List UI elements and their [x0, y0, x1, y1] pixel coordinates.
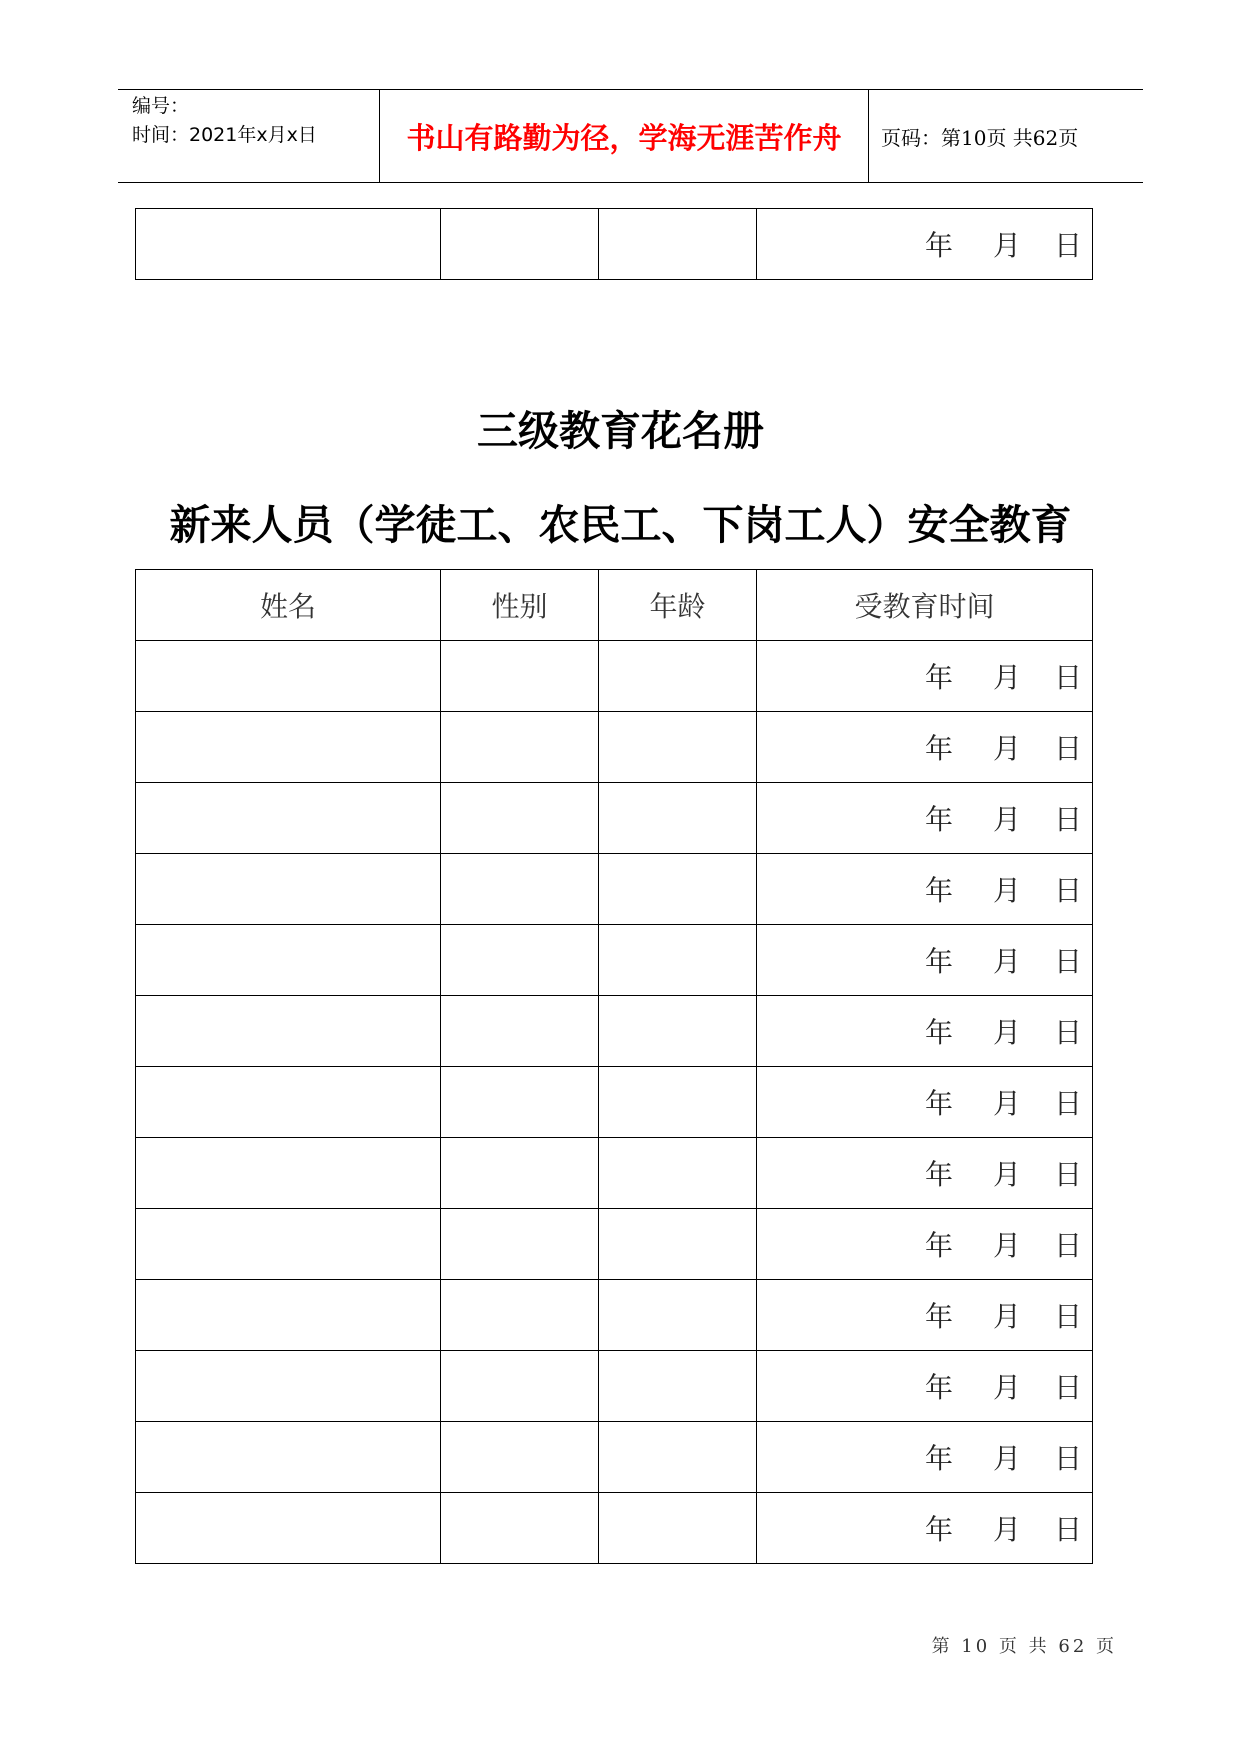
name-cell [136, 1209, 441, 1280]
gender-cell [441, 1138, 599, 1209]
date-month-label: 月 [992, 1158, 1021, 1191]
date-year-label: 年 [924, 1158, 953, 1191]
date-cell [757, 1280, 1093, 1351]
name-cell [136, 209, 441, 280]
date-day-label: 日 [1053, 1087, 1082, 1120]
table-row [136, 209, 1093, 280]
date-year-label: 年 [924, 229, 953, 262]
age-cell [599, 1138, 757, 1209]
table-row [136, 854, 1093, 925]
header-page-info: 页码：第10页 共62页 [881, 125, 1079, 150]
name-cell [136, 1280, 441, 1351]
table-row [136, 641, 1093, 712]
name-cell [136, 925, 441, 996]
date-day-label: 日 [1053, 1442, 1082, 1475]
date-day-label: 日 [1053, 803, 1082, 836]
date-cell [757, 996, 1093, 1067]
name-cell [136, 641, 441, 712]
name-cell [136, 1138, 441, 1209]
name-cell [136, 712, 441, 783]
date-cell [757, 209, 1093, 280]
header-gender: 性别 [441, 570, 599, 641]
carryover-table [135, 208, 1093, 280]
date-year-label: 年 [924, 1229, 953, 1262]
age-cell [599, 1209, 757, 1280]
gender-cell [441, 1422, 599, 1493]
date-cell [757, 783, 1093, 854]
date-day-label: 日 [1053, 732, 1082, 765]
header-code-label: 编号： [132, 95, 190, 117]
age-cell [599, 925, 757, 996]
date-year-label: 年 [924, 1371, 953, 1404]
table-header-row [136, 570, 1093, 641]
name-cell [136, 1493, 441, 1564]
date-month-label: 月 [992, 874, 1021, 907]
gender-cell [441, 641, 599, 712]
page-title: 三级教育花名册 [477, 407, 764, 455]
age-cell [599, 1067, 757, 1138]
date-day-label: 日 [1053, 1300, 1082, 1333]
table-row [136, 1209, 1093, 1280]
age-cell [599, 641, 757, 712]
date-cell [757, 1493, 1093, 1564]
gender-cell [441, 1493, 599, 1564]
date-month-label: 月 [992, 732, 1021, 765]
date-year-label: 年 [924, 874, 953, 907]
age-cell [599, 1351, 757, 1422]
date-day-label: 日 [1053, 1229, 1082, 1262]
age-cell [599, 1280, 757, 1351]
age-cell [599, 854, 757, 925]
roster-table [135, 569, 1093, 1564]
date-year-label: 年 [924, 661, 953, 694]
date-year-label: 年 [924, 1300, 953, 1333]
name-cell [136, 854, 441, 925]
date-month-label: 月 [992, 1371, 1021, 1404]
age-cell [599, 1422, 757, 1493]
date-month-label: 月 [992, 1016, 1021, 1049]
page-subtitle: 新来人员（学徒工、农民工、下岗工人）安全教育 [169, 501, 1072, 549]
date-year-label: 年 [924, 1442, 953, 1475]
date-cell [757, 1351, 1093, 1422]
gender-cell [441, 712, 599, 783]
age-cell [599, 996, 757, 1067]
table-row [136, 1493, 1093, 1564]
date-year-label: 年 [924, 945, 953, 978]
date-year-label: 年 [924, 732, 953, 765]
table-row [136, 1280, 1093, 1351]
table-row [136, 1138, 1093, 1209]
date-day-label: 日 [1053, 661, 1082, 694]
header-age: 年龄 [599, 570, 757, 641]
gender-cell [441, 209, 599, 280]
date-cell [757, 925, 1093, 996]
table-row [136, 1067, 1093, 1138]
date-month-label: 月 [992, 1442, 1021, 1475]
age-cell [599, 783, 757, 854]
date-year-label: 年 [924, 1513, 953, 1546]
date-day-label: 日 [1053, 1158, 1082, 1191]
table-row [136, 712, 1093, 783]
date-month-label: 月 [992, 661, 1021, 694]
table-row [136, 783, 1093, 854]
date-cell [757, 1209, 1093, 1280]
date-month-label: 月 [992, 229, 1021, 262]
date-month-label: 月 [992, 1087, 1021, 1120]
date-cell [757, 1422, 1093, 1493]
date-month-label: 月 [992, 1513, 1021, 1546]
date-year-label: 年 [924, 1016, 953, 1049]
table-row [136, 925, 1093, 996]
date-day-label: 日 [1053, 229, 1082, 262]
header-meta [118, 90, 380, 182]
header-motto: 书山有路勤为径，学海无涯苦作舟 [380, 90, 869, 182]
date-day-label: 日 [1053, 945, 1082, 978]
age-cell [599, 712, 757, 783]
date-cell [757, 641, 1093, 712]
name-cell [136, 1067, 441, 1138]
date-month-label: 月 [992, 1229, 1021, 1262]
date-day-label: 日 [1053, 1016, 1082, 1049]
date-day-label: 日 [1053, 1371, 1082, 1404]
header-name: 姓名 [136, 570, 441, 641]
date-month-label: 月 [992, 945, 1021, 978]
gender-cell [441, 854, 599, 925]
date-day-label: 日 [1053, 874, 1082, 907]
name-cell [136, 1422, 441, 1493]
gender-cell [441, 1209, 599, 1280]
date-year-label: 年 [924, 803, 953, 836]
date-cell [757, 1138, 1093, 1209]
date-month-label: 月 [992, 1300, 1021, 1333]
date-cell [757, 1067, 1093, 1138]
date-month-label: 月 [992, 803, 1021, 836]
page-header [118, 89, 1143, 183]
name-cell [136, 996, 441, 1067]
gender-cell [441, 1280, 599, 1351]
table-row [136, 996, 1093, 1067]
date-day-label: 日 [1053, 1513, 1082, 1546]
table-row [136, 1351, 1093, 1422]
gender-cell [441, 783, 599, 854]
date-year-label: 年 [924, 1087, 953, 1120]
name-cell [136, 783, 441, 854]
gender-cell [441, 925, 599, 996]
header-education-time: 受教育时间 [757, 570, 1093, 641]
age-cell [599, 209, 757, 280]
gender-cell [441, 1067, 599, 1138]
name-cell [136, 1351, 441, 1422]
date-cell [757, 854, 1093, 925]
age-cell [599, 1493, 757, 1564]
gender-cell [441, 996, 599, 1067]
header-time: 时间：2021年x月x日 [132, 124, 317, 146]
table-row [136, 1422, 1093, 1493]
gender-cell [441, 1351, 599, 1422]
page-footer: 第 10 页 共 62 页 [931, 1636, 1117, 1657]
date-cell [757, 712, 1093, 783]
